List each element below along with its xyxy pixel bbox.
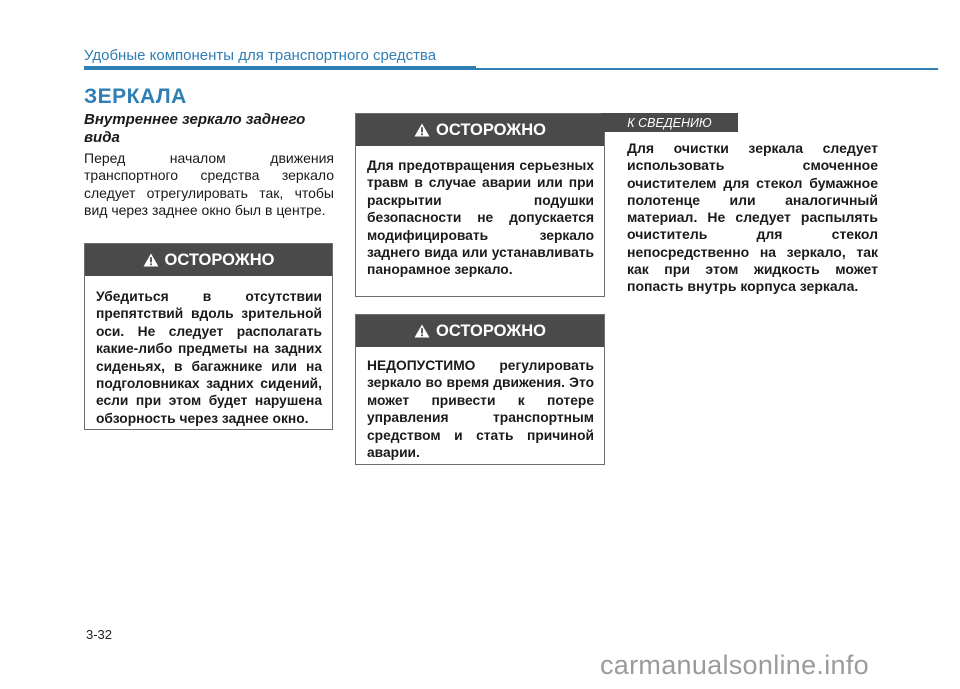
header-rule-thick [84,66,476,70]
header-rule-thin [476,68,938,70]
info-text: Для очистки зеркала следует использовать смоченное очистителем для стекол бумажное полотенце или аналогичный материал. Не следует распылять очиститель для стекол непосредственно на зеркало, так как при этом жидкость может попасть внутрь корпуса зеркала. [627,140,878,295]
chapter-title: Удобные компоненты для транспортного средства [84,47,437,64]
page-number: 3-32 [86,627,113,642]
warning-text: НЕДОПУСТИМО регулировать зеркало во время движения. Это может привести к потере управления транспортным средством и стать причиной аварии. [367,358,594,461]
warning-title: ОСТОРОЖНО [436,321,546,340]
warning-box-modification [355,113,605,297]
warning-triangle-icon [143,253,159,267]
warning-box-adjusting [355,314,605,465]
warning-title: ОСТОРОЖНО [164,250,275,269]
warning-triangle-icon [414,123,430,137]
warning-text: Убедиться в отсутствии препятствий вдоль зрительной оси. Не следует располагать какие-либо предметы на задних сиденьях, в багажнике или на подголовниках задних сидений, если при этом будет нарушена обзорность через заднее окно. [96,289,322,426]
warning-box-header [356,114,604,146]
warning-title: ОСТОРОЖНО [436,120,546,139]
watermark: carmanualsonline.info [600,650,869,680]
warning-box-header [85,244,332,276]
warning-triangle-icon [414,324,430,338]
warning-text: Для предотвращения серьезных травм в случае аварии или при раскрытии подушки безопасности не допускается модифицировать зеркало заднего вида или устанавливать панорамное зеркало. [367,158,594,278]
intro-paragraph: Перед началом движения транспортного средства зеркало следует отрегулировать так, чтобы вид через заднее окно был в центре. [84,150,334,218]
section-title: ЗЕРКАЛА [84,85,187,108]
info-label: К СВЕДЕНИЮ [601,113,738,132]
warning-box-obstruction [84,243,333,430]
warning-box-header [356,315,604,347]
subheading-rear-view-mirror: Внутреннее зеркало заднего вида [84,111,306,146]
